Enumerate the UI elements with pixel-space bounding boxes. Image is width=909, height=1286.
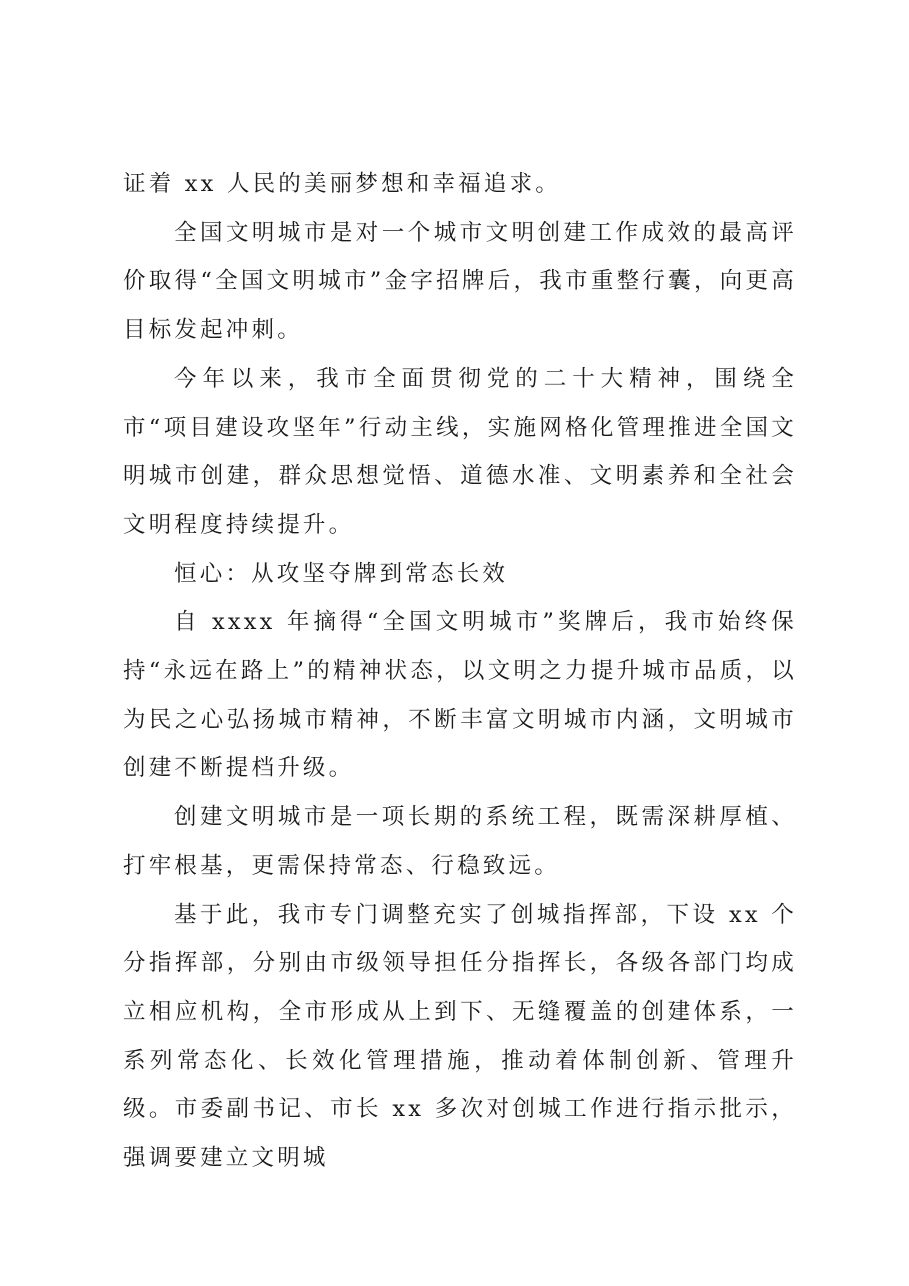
section-heading: 恒心：从攻坚夺牌到常态长效 [174, 560, 509, 587]
document-body [123, 160, 797, 1183]
paragraph-command-structure: 基于此，我市专门调整充实了创城指挥部，下设 xx 个分指挥部，分别由市级领导担任分指挥长，各级各部门均成立相应机构，全市形成从上到下、无缝覆盖的创建体系，一系列常态化、长效化管理措施，推动着体制创新、管理升级。市委副书记、市长 xx 多次对创城工作进行指示批示，强调要建立文明城 [123, 901, 797, 1172]
paragraph-award: 自 xxxx 年摘得“全国文明城市”奖牌后，我市始终保持“永远在路上”的精神状态，以文明之力提升城市品质，以为民之心弘扬城市精神，不断丰富文明城市内涵，文明城市创建不断提档升级。 [123, 609, 797, 782]
paragraph-this-year: 今年以来，我市全面贯彻党的二十大精神，围绕全市“项目建设攻坚年”行动主线，实施网格化管理推进全国文明城市创建，群众思想觉悟、道德水准、文明素养和全社会文明程度持续提升。 [123, 365, 797, 538]
paragraph-long-term-project: 创建文明城市是一项长期的系统工程，既需深耕厚植、打牢根基，更需保持常态、行稳致远。 [123, 804, 797, 879]
paragraph-continuation: 证着 xx 人民的美丽梦想和幸福追求。 [123, 171, 561, 197]
paragraph-civilized-city-evaluation: 全国文明城市是对一个城市文明创建工作成效的最高评价取得“全国文明城市”金字招牌后，我市重整行囊，向更高目标发起冲刺。 [123, 219, 797, 344]
